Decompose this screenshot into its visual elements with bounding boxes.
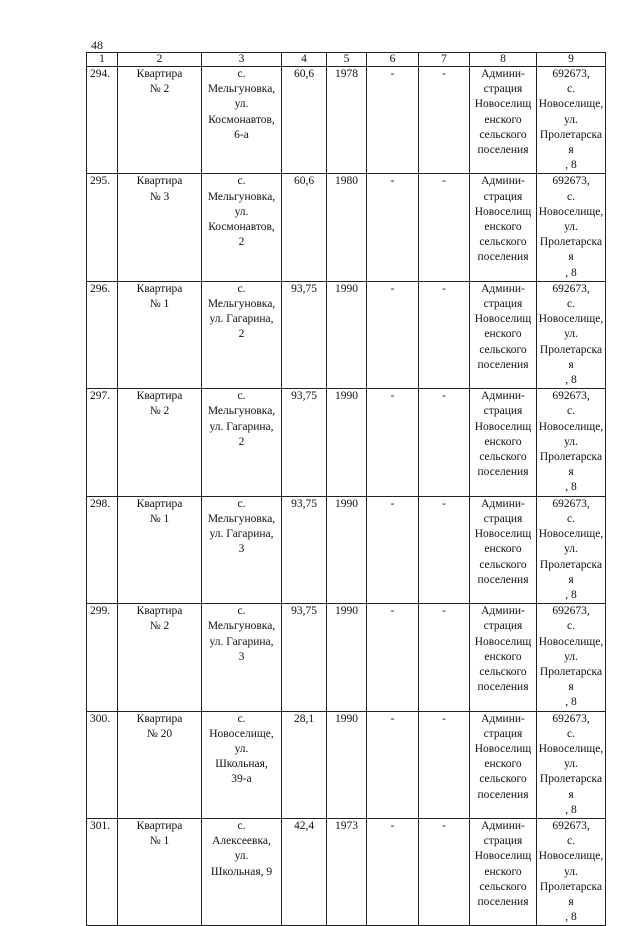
table-cell bbox=[87, 818, 118, 925]
table-cell bbox=[202, 604, 282, 711]
table-cell bbox=[282, 818, 327, 925]
table-cell bbox=[537, 281, 606, 388]
table-cell bbox=[118, 604, 202, 711]
table-cell bbox=[367, 174, 419, 281]
holder-address: 692673, с. Новоселище, ул. Пролетарская , 8 bbox=[538, 819, 604, 924]
column-header: 3 bbox=[202, 53, 282, 67]
column-6-value: - bbox=[390, 390, 395, 403]
table-row bbox=[87, 711, 606, 818]
object-name: Квартира № 2 bbox=[136, 605, 183, 633]
table-cell bbox=[470, 818, 537, 925]
table-cell bbox=[327, 67, 367, 174]
object-address: с. Мельгуновка, ул. Гагарина, 2 bbox=[207, 282, 276, 341]
holder-address: 692673, с. Новоселище, ул. Пролетарская , 8 bbox=[538, 282, 604, 387]
table-cell bbox=[537, 711, 606, 818]
column-7-value: - bbox=[442, 390, 446, 403]
holder-address: 692673, с. Новоселище, ул. Пролетарская , 8 bbox=[538, 605, 604, 709]
table-row bbox=[87, 281, 606, 388]
object-name: Квартира № 1 bbox=[136, 282, 183, 311]
object-address: с. Новоселище, ул. Школьная, 39-а bbox=[209, 712, 274, 786]
column-header: 6 bbox=[367, 53, 419, 67]
table-cell bbox=[367, 389, 419, 496]
table-cell bbox=[202, 496, 282, 603]
column-6-value: - bbox=[390, 712, 395, 725]
object-area: 93,75 bbox=[291, 282, 317, 295]
table-cell bbox=[537, 604, 606, 711]
row-number: 300. bbox=[90, 712, 111, 725]
table-cell bbox=[419, 389, 470, 496]
table-cell bbox=[367, 604, 419, 711]
table-row bbox=[87, 67, 606, 174]
object-name: Квартира № 2 bbox=[136, 390, 183, 418]
table-cell bbox=[118, 818, 202, 925]
column-header: 8 bbox=[470, 53, 537, 67]
table-cell bbox=[367, 67, 419, 174]
holder-name: Админи- страция Новоселищ енского сельского поселения bbox=[474, 68, 532, 157]
object-name: Квартира № 1 bbox=[136, 819, 183, 848]
row-number: 299. bbox=[90, 605, 111, 618]
table-cell bbox=[282, 174, 327, 281]
column-6-value: - bbox=[390, 282, 395, 295]
table-cell bbox=[327, 604, 367, 711]
holder-name: Админи- страция Новоселищ енского сельского поселения bbox=[474, 175, 532, 264]
table-cell bbox=[419, 818, 470, 925]
row-number: 297. bbox=[90, 390, 111, 403]
object-area: 42,4 bbox=[293, 819, 315, 832]
row-number: 301. bbox=[90, 819, 111, 832]
table-cell bbox=[419, 711, 470, 818]
table-cell bbox=[367, 496, 419, 603]
object-year: 1990 bbox=[335, 282, 358, 295]
table-header bbox=[87, 53, 606, 67]
column-7-value: - bbox=[442, 68, 446, 80]
object-year: 1973 bbox=[335, 819, 358, 832]
table-cell bbox=[327, 818, 367, 925]
table-cell bbox=[367, 818, 419, 925]
table-cell bbox=[537, 389, 606, 496]
holder-address: 692673, с. Новоселище, ул. Пролетарская , 8 bbox=[538, 390, 604, 494]
object-address: с. Мельгуновка, ул. Космонавтов, 2 bbox=[207, 175, 276, 249]
table-cell bbox=[367, 281, 419, 388]
table-cell bbox=[118, 496, 202, 603]
table-cell bbox=[202, 711, 282, 818]
table-cell bbox=[118, 67, 202, 174]
object-address: с. Мельгуновка, ул. Гагарина, 3 bbox=[207, 605, 276, 663]
table-cell bbox=[282, 281, 327, 388]
table-row bbox=[87, 818, 606, 925]
table-cell bbox=[327, 281, 367, 388]
object-area: 93,75 bbox=[291, 390, 317, 403]
table-cell bbox=[87, 604, 118, 711]
table-cell bbox=[419, 496, 470, 603]
holder-name: Админи- страция Новоселищ енского сельского поселения bbox=[474, 282, 532, 371]
table-cell bbox=[87, 67, 118, 174]
table-cell bbox=[327, 496, 367, 603]
column-header: 5 bbox=[327, 53, 367, 67]
table-cell bbox=[118, 281, 202, 388]
table-cell bbox=[470, 711, 537, 818]
table-cell bbox=[282, 604, 327, 711]
holder-name: Админи- страция Новоселищ енского сельского поселения bbox=[474, 390, 532, 479]
table-cell bbox=[419, 281, 470, 388]
object-name: Квартира № 3 bbox=[136, 175, 183, 203]
header-row bbox=[87, 53, 606, 67]
table-cell bbox=[87, 281, 118, 388]
table-cell bbox=[282, 711, 327, 818]
object-year: 1978 bbox=[335, 68, 358, 80]
object-name: Квартира № 2 bbox=[136, 68, 183, 96]
object-area: 93,75 bbox=[291, 605, 317, 618]
column-7-value: - bbox=[442, 712, 446, 725]
object-address: с. Мельгуновка, ул. Гагарина, 3 bbox=[207, 497, 276, 556]
holder-name: Админи- страция Новоселищ енского сельского поселения bbox=[474, 819, 532, 908]
column-header: 2 bbox=[118, 53, 202, 67]
column-7-value: - bbox=[442, 605, 446, 618]
table-cell bbox=[419, 67, 470, 174]
table-row bbox=[87, 496, 606, 603]
object-year: 1990 bbox=[335, 605, 358, 618]
column-header: 7 bbox=[419, 53, 470, 67]
column-7-value: - bbox=[442, 282, 446, 295]
table-cell bbox=[537, 818, 606, 925]
row-number: 295. bbox=[90, 175, 111, 188]
table-cell bbox=[118, 711, 202, 818]
column-7-value: - bbox=[442, 819, 446, 832]
column-7-value: - bbox=[442, 497, 446, 510]
table-body bbox=[87, 67, 606, 926]
object-area: 93,75 bbox=[291, 497, 317, 510]
holder-address: 692673, с. Новоселище, ул. Пролетарская , 8 bbox=[538, 497, 604, 601]
object-address: с. Мельгуновка, ул. Гагарина, 2 bbox=[207, 390, 276, 448]
table-cell bbox=[470, 604, 537, 711]
table-cell bbox=[118, 389, 202, 496]
table-cell bbox=[87, 389, 118, 496]
holder-name: Админи- страция Новоселищ енского сельского поселения bbox=[474, 497, 532, 586]
holder-address: 692673, с. Новоселище, ул. Пролетарская , 8 bbox=[538, 712, 604, 816]
column-header: 1 bbox=[87, 53, 118, 67]
column-header: 4 bbox=[282, 53, 327, 67]
column-6-value: - bbox=[390, 68, 395, 80]
table-cell bbox=[327, 174, 367, 281]
column-6-value: - bbox=[390, 819, 395, 832]
table-cell bbox=[87, 496, 118, 603]
table-cell bbox=[470, 67, 537, 174]
table-cell bbox=[327, 711, 367, 818]
table-cell bbox=[419, 604, 470, 711]
object-area: 60,6 bbox=[293, 175, 315, 188]
page-number: 48 bbox=[91, 38, 103, 52]
column-7-value: - bbox=[442, 175, 446, 188]
object-address: с. Мельгуновка, ул. Космонавтов, 6-а bbox=[207, 68, 276, 141]
holder-name: Админи- страция Новоселищ енского сельского поселения bbox=[474, 605, 532, 694]
column-6-value: - bbox=[390, 605, 395, 618]
table-row bbox=[87, 389, 606, 496]
table-cell bbox=[470, 174, 537, 281]
table-cell bbox=[537, 67, 606, 174]
table-cell bbox=[470, 281, 537, 388]
table-cell bbox=[470, 496, 537, 603]
holder-name: Админи- страция Новоселищ енского сельского поселения bbox=[474, 712, 532, 801]
property-registry-table bbox=[86, 52, 606, 926]
table-cell bbox=[282, 389, 327, 496]
column-header: 9 bbox=[537, 53, 606, 67]
table-row bbox=[87, 604, 606, 711]
row-number: 298. bbox=[90, 497, 111, 510]
table-cell bbox=[537, 496, 606, 603]
object-year: 1980 bbox=[335, 175, 358, 188]
table-cell bbox=[87, 174, 118, 281]
object-name: Квартира № 20 bbox=[136, 712, 183, 740]
table-cell bbox=[470, 389, 537, 496]
object-year: 1990 bbox=[335, 712, 358, 725]
holder-address: 692673, с. Новоселище, ул. Пролетарская , 8 bbox=[538, 175, 604, 279]
object-name: Квартира № 1 bbox=[136, 497, 183, 525]
table-cell bbox=[202, 818, 282, 925]
table-cell bbox=[367, 711, 419, 818]
object-area: 28,1 bbox=[293, 712, 315, 725]
object-address: с. Алексеевка, ул. Школьная, 9 bbox=[210, 819, 273, 878]
object-area: 60,6 bbox=[293, 68, 315, 80]
column-6-value: - bbox=[390, 497, 395, 510]
table-cell bbox=[118, 174, 202, 281]
table-cell bbox=[202, 174, 282, 281]
table-cell bbox=[282, 496, 327, 603]
table-cell bbox=[419, 174, 470, 281]
table-cell bbox=[202, 389, 282, 496]
table-cell bbox=[202, 281, 282, 388]
row-number: 294. bbox=[90, 68, 111, 80]
table-cell bbox=[202, 67, 282, 174]
table-cell bbox=[537, 174, 606, 281]
object-year: 1990 bbox=[335, 390, 358, 403]
object-year: 1990 bbox=[335, 497, 358, 510]
table-cell bbox=[327, 389, 367, 496]
table-row bbox=[87, 174, 606, 281]
table-cell bbox=[87, 711, 118, 818]
row-number: 296. bbox=[90, 282, 111, 295]
holder-address: 692673, с. Новоселище, ул. Пролетарская , 8 bbox=[538, 68, 604, 172]
column-6-value: - bbox=[390, 175, 395, 188]
table-cell bbox=[282, 67, 327, 174]
